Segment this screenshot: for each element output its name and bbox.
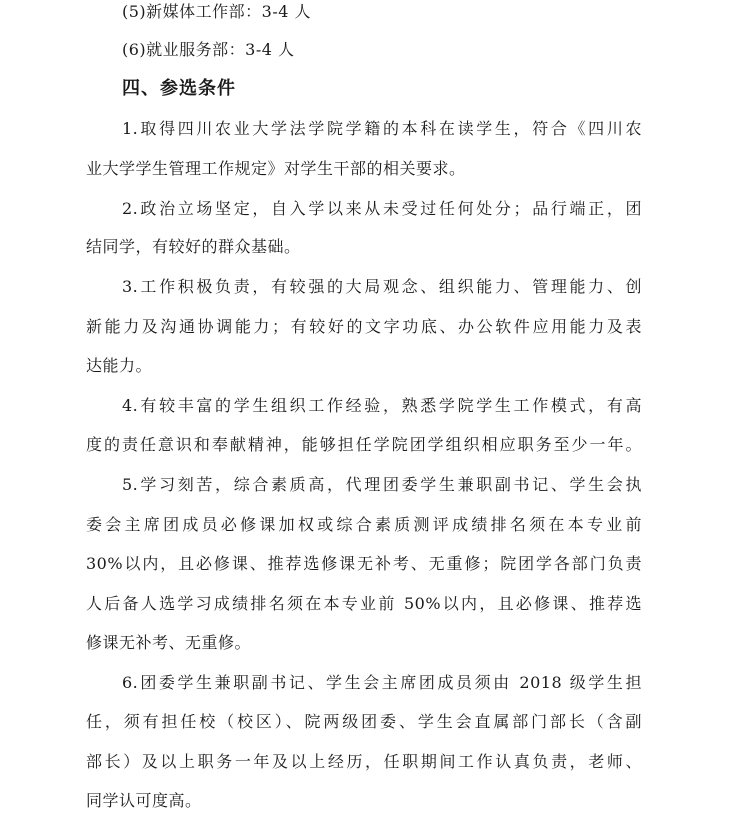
paragraph-5-line-4: 人后备人选学习成绩排名须在本专业前 50%以内，且必修课、推荐选 xyxy=(86,594,642,613)
paragraph-5-line-5: 修课无补考、无重修。 xyxy=(86,633,252,652)
paragraph-4-line-2: 度的责任意识和奉献精神，能够担任学院团学组织相应职务至少一年。 xyxy=(86,435,642,454)
paragraph-1-line-2: 业大学学生管理工作规定》对学生干部的相关要求。 xyxy=(86,159,466,178)
paragraph-5-line-3: 30%以内，且必修课、推荐选修课无补考、无重修；院团学各部门负责 xyxy=(86,554,642,573)
department-item-6: (6)就业服务部：3-4 人 xyxy=(122,40,295,59)
department-item-5: (5)新媒体工作部：3-4 人 xyxy=(122,2,312,21)
paragraph-6-line-3: 部长）及以上职务一年及以上经历，任职期间工作认真负责，老师、 xyxy=(86,752,642,771)
paragraph-6-line-1: 6.团委学生兼职副书记、学生会主席团成员须由 2018 级学生担 xyxy=(122,673,642,692)
paragraph-2-line-2: 结同学，有较好的群众基础。 xyxy=(86,237,301,256)
paragraph-4-line-1: 4.有较丰富的学生组织工作经验，熟悉学院学生工作模式，有高 xyxy=(122,396,642,415)
paragraph-1-line-1: 1.取得四川农业大学法学院学籍的本科在读学生，符合《四川农 xyxy=(122,119,642,138)
paragraph-2-line-1: 2.政治立场坚定，自入学以来从未受过任何处分；品行端正，团 xyxy=(122,199,642,218)
paragraph-6-line-2: 任，须有担任校（校区）、院两级团委、学生会直属部门部长（含副 xyxy=(86,712,642,731)
section-heading: 四、参选条件 xyxy=(122,78,236,99)
paragraph-5-line-2: 委会主席团成员必修课加权或综合素质测评成绩排名须在本专业前 xyxy=(86,515,642,534)
paragraph-3-line-1: 3.工作积极负责，有较强的大局观念、组织能力、管理能力、创 xyxy=(122,277,642,296)
paragraph-3-line-3: 达能力。 xyxy=(86,356,153,375)
paragraph-6-line-4: 同学认可度高。 xyxy=(86,791,202,810)
paragraph-3-line-2: 新能力及沟通协调能力；有较好的文字功底、办公软件应用能力及表 xyxy=(86,317,642,336)
paragraph-5-line-1: 5.学习刻苦，综合素质高，代理团委学生兼职副书记、学生会执 xyxy=(122,475,642,494)
